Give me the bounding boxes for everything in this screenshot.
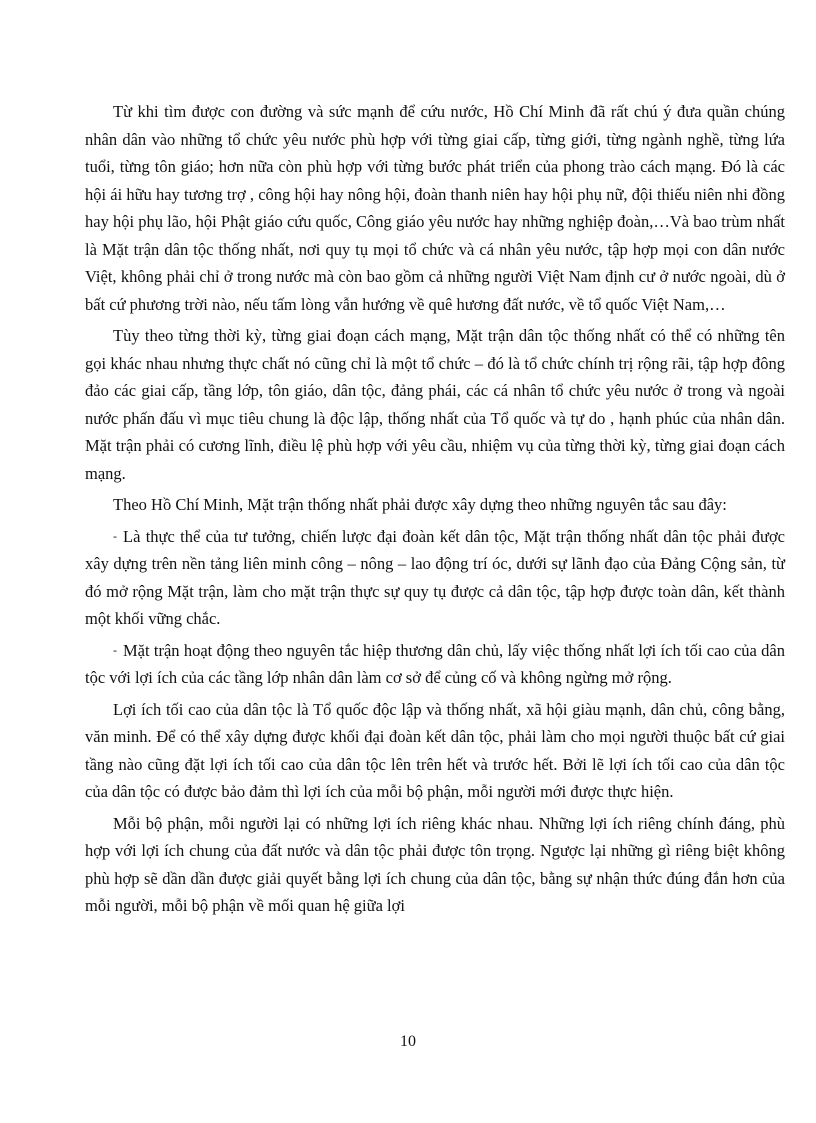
document-body [85, 98, 785, 924]
bullet-text: Là thực thể của tư tưởng, chiến lược đại đoàn kết dân tộc, Mặt trận thống nhất dân tộc phải được xây dựng trên nền tảng liên minh công – nông – lao động trí óc, dưới sự lãnh đạo của Đảng Cộng sản, từ đó mở rộng Mặt trận, làm cho mặt trận thực sự quy tụ được cả dân tộc, tập hợp được toàn dân, kết thành một khối vững chắc. [85, 526, 785, 628]
paragraph-supreme-interest: Lợi ích tối cao của dân tộc là Tổ quốc độc lập và thống nhất, xã hội giàu mạnh, dân chủ, công bằng, văn minh. Để có thể xây dựng được khối đại đoàn kết dân tộc, phải làm cho mọi người thuộc bất cứ giai tầng nào cũng đặt lợi ích tối cao của dân tộc lên trên hết và trước hết. Bởi lẽ lợi ích tối cao của dân tộc của dân tộc có được bảo đảm thì lợi ích của mỗi bộ phận, mỗi người mới được thực hiện. [85, 699, 785, 801]
bullet-marker: - [113, 528, 117, 543]
paragraph-individual-interest: Mỗi bộ phận, mỗi người lại có những lợi ích riêng khác nhau. Những lợi ích riêng chính đáng, phù hợp với lợi ích chung của đất nước và dân tộc phải được tôn trọng. Ngược lại những gì riêng biệt không phù hợp sẽ dần dần được giải quyết bằng lợi ích chung của dân tộc, bằng sự nhận thức đúng đắn hơn của mỗi người, mỗi bộ phận về mối quan hệ giữa lợi [85, 813, 785, 915]
bullet-item-2 [85, 637, 785, 692]
bullet-text: Mặt trận hoạt động theo nguyên tắc hiệp thương dân chủ, lấy việc thống nhất lợi ích tối cao của dân tộc với lợi ích của các tầng lớp nhân dân làm cơ sở để củng cố và không ngừng mở rộng. [85, 640, 785, 687]
paragraph-front-names: Tùy theo từng thời kỳ, từng giai đoạn cách mạng, Mặt trận dân tộc thống nhất có thể có những tên gọi khác nhau nhưng thực chất nó cũng chỉ là một tổ chức – đó là tổ chức chính trị rộng rãi, tập hợp đông đảo các giai cấp, tầng lớp, tôn giáo, dân tộc, đảng phái, các cá nhân tổ chức yêu nước ở trong và ngoài nước phấn đấu vì mục tiêu chung là độc lập, thống nhất của Tổ quốc và tự do , hạnh phúc của nhân dân. Mặt trận phải có cương lĩnh, điều lệ phù hợp với yêu cầu, nhiệm vụ của từng thời kỳ, từng giai đoạn cách mạng. [85, 326, 785, 483]
bullet-marker: - [113, 642, 117, 657]
paragraph-principles-intro: Theo Hồ Chí Minh, Mặt trận thống nhất phải được xây dựng theo những nguyên tắc sau đây: [113, 495, 727, 514]
bullet-item-1 [85, 523, 785, 633]
page-number: 10 [400, 1033, 416, 1050]
paragraph-intro: Từ khi tìm được con đường và sức mạnh để cứu nước, Hồ Chí Minh đã rất chú ý đưa quần chúng nhân dân vào những tổ chức yêu nước phù hợp với từng giai cấp, từng giới, từng ngành nghề, từng lứa tuổi, từng tôn giáo; hơn nữa còn phù hợp với từng bước phát triển của phong trào cách mạng. Đó là các hội ái hữu hay tương trợ , công hội hay nông hội, đoàn thanh niên hay hội phụ nữ, đội thiếu niên nhi đồng hay hội phụ lão, hội Phật giáo cứu quốc, Công giáo yêu nước hay những nghiệp đoàn,…Và bao trùm nhất là Mặt trận dân tộc thống nhất, nơi quy tụ mọi tổ chức và cá nhân yêu nước, tập hợp mọi con dân nước Việt, không phải chỉ ở trong nước mà còn bao gồm cả những người Việt Nam định cư ở nước ngoài, dù ở bất cứ phương trời nào, nếu tấm lòng vẫn hướng về quê hương đất nước, về tổ quốc Việt Nam,… [85, 102, 785, 314]
